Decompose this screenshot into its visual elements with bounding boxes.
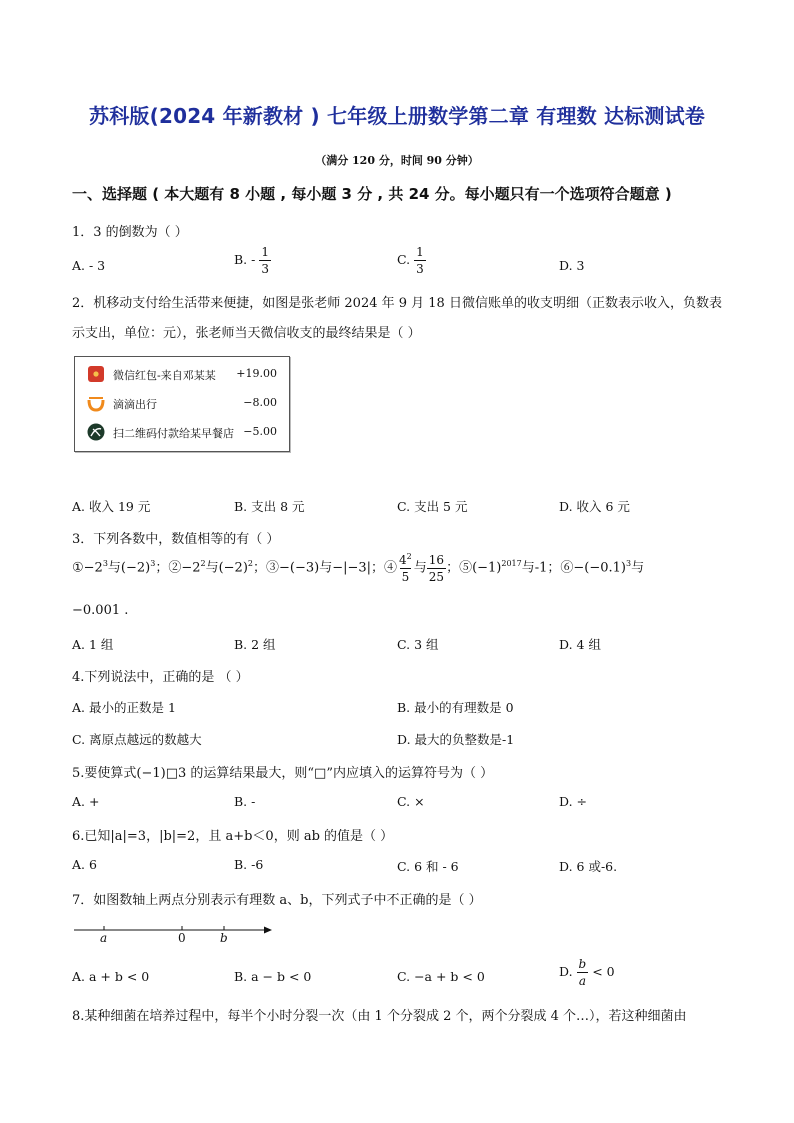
bill-label: 滴滴出行	[113, 398, 157, 411]
fraction-numerator: b	[578, 957, 587, 971]
expr-2: ；②−2	[155, 560, 201, 576]
q5-option-b: B. -	[234, 794, 256, 809]
q5-option-c: C. ×	[397, 794, 425, 809]
bill-amount: +19.00	[236, 367, 277, 380]
fraction-denominator: 5	[401, 570, 410, 584]
expr-6-exponent: 3	[626, 559, 632, 569]
section-heading: 一、选择题 ( 本大题有 8 小题 , 每小题 3 分 , 共 24 分。每小题只有一个选项符合题意 )	[72, 185, 672, 203]
q1-option-c-fraction	[414, 246, 426, 275]
question-6-stem: 6.已知|a|=3，|b|=2，且 a+b＜0，则 ab 的值是（ ）	[72, 829, 394, 844]
fraction-numerator: 1	[261, 245, 269, 259]
number-line-figure	[72, 918, 276, 952]
fraction-numerator: 1	[416, 245, 424, 259]
q1-option-b-fraction	[259, 246, 271, 275]
expr-4b-fraction	[427, 554, 446, 583]
expr-1-exponent: 3	[102, 559, 108, 569]
page-title: 苏科版(2024 年新教材 ) 七年级上册数学第二章 有理数 达标测试卷	[89, 104, 705, 128]
expr-1b: 与(−2)	[107, 560, 151, 576]
axis-label-b: b	[220, 931, 228, 945]
fraction-denominator: 25	[428, 569, 445, 584]
question-7-stem: 7．如图数轴上两点分别表示有理数 a、b，下列式子中不正确的是（ ）	[72, 893, 482, 908]
expr-4-fraction	[397, 553, 414, 583]
q7-option-c: C. −a + b < 0	[397, 969, 485, 984]
q1-option-d: D. 3	[559, 258, 585, 273]
fraction-numerator: 4	[399, 553, 407, 567]
bill-amount: −5.00	[243, 425, 277, 438]
wechat-bill-figure	[74, 356, 290, 452]
question-1-stem: 1．3 的倒数为（ ）	[72, 225, 188, 240]
expr-5: ；⑤(−1)	[446, 560, 502, 576]
q6-option-c: C. 6 和 - 6	[397, 859, 459, 874]
numerator-exponent: 2	[406, 552, 412, 561]
fraction-numerator: 16	[428, 552, 445, 567]
q3-option-b: B. 2 组	[234, 637, 276, 652]
q7-option-a: A. a + b < 0	[72, 969, 150, 984]
q6-option-b: B. -6	[234, 857, 264, 872]
q4-option-b: B. 最小的有理数是 0	[397, 700, 514, 715]
qr-pay-icon	[87, 423, 105, 441]
expr-2b: 与(−2)	[205, 560, 248, 576]
bill-label: 扫二维码付款给某早餐店	[113, 427, 234, 440]
expr-5b: 与-1；⑥−(−0.1)	[521, 560, 627, 576]
q1-option-a: A. - 3	[72, 258, 106, 273]
q7-option-d-inequality: < 0	[592, 964, 615, 979]
q2-option-a: A. 收入 19 元	[72, 499, 151, 514]
q3-expressions	[72, 553, 644, 583]
axis-label-a: a	[100, 931, 108, 945]
expr-1: ①−2	[72, 560, 103, 576]
q6-option-d: D. 6 或-6.	[559, 859, 618, 874]
bill-row-qr-pay	[87, 423, 283, 445]
q4-option-c: C. 离原点越远的数越大	[72, 732, 202, 747]
q5-option-a: A. +	[72, 794, 100, 809]
bill-label: 微信红包-来自邓某某	[113, 369, 216, 382]
q3-option-d: D. 4 组	[559, 637, 601, 652]
bill-amount: −8.00	[243, 396, 277, 409]
q7-option-d-fraction	[577, 958, 589, 987]
q3-option-c: C. 3 组	[397, 637, 439, 652]
question-5-stem: 5.要使算式(−1)□3 的运算结果最大，则“□”内应填入的运算符号为（ ）	[72, 766, 494, 781]
exam-info: （满分 120 分，时间 90 分钟）	[315, 154, 479, 167]
q7-option-d-label: D.	[559, 964, 573, 979]
q1-option-b-label: B. -	[234, 252, 256, 267]
q2-option-b: B. 支出 8 元	[234, 499, 305, 514]
bill-row-didi	[87, 394, 283, 416]
q2-option-d: D. 收入 6 元	[559, 499, 630, 514]
q6-option-a: A. 6	[72, 857, 97, 872]
q5-option-d: D. ÷	[559, 794, 587, 809]
question-3-stem: 3．下列各数中，数值相等的有（ ）	[72, 532, 280, 547]
q1-option-c-label: C.	[397, 252, 411, 267]
expr-2-exponent: 2	[200, 559, 206, 569]
red-envelope-icon	[87, 365, 105, 383]
q4-option-d: D. 最大的负整数是-1	[397, 732, 515, 747]
q7-option-b: B. a − b < 0	[234, 969, 312, 984]
q3-option-a: A. 1 组	[72, 637, 114, 652]
q1-option-c	[397, 246, 426, 275]
question-4-stem: 4.下列说法中，正确的是 （ ）	[72, 670, 249, 685]
didi-icon	[87, 394, 105, 412]
expr-6-connector: 与	[631, 560, 645, 576]
expr-5-exponent: 2017	[501, 559, 522, 569]
q4-option-a: A. 最小的正数是 1	[72, 700, 176, 715]
fraction-denominator: 3	[261, 262, 269, 276]
expr-1b-exponent: 3	[150, 559, 156, 569]
expr-2b-exponent: 2	[247, 559, 253, 569]
q3-expression-line-2: −0.001 .	[72, 603, 129, 618]
q1-option-b	[234, 246, 271, 275]
q7-option-d	[559, 958, 615, 987]
fraction-denominator: 3	[416, 262, 424, 276]
q2-option-c: C. 支出 5 元	[397, 499, 468, 514]
question-8-stem: 8.某种细菌在培养过程中，每半个小时分裂一次（由 1 个分裂成 2 个，两个分裂成 4 个…），若这种细菌由	[72, 1009, 687, 1024]
axis-label-zero: 0	[178, 931, 186, 945]
question-2-stem: 2．机移动支付给生活带来便捷，如图是张老师 2024 年 9 月 18 日微信账单的收支明细（正数表示收入，负数表示支出，单位：元），张老师当天微信收支的最终结果是（ ）	[72, 296, 722, 341]
bill-row-red-envelope	[87, 365, 283, 387]
fraction-denominator: a	[578, 974, 586, 988]
expr-3: ；③−(−3)与−|−3|；④	[253, 560, 398, 576]
expr-4-connector: 与	[413, 560, 427, 576]
